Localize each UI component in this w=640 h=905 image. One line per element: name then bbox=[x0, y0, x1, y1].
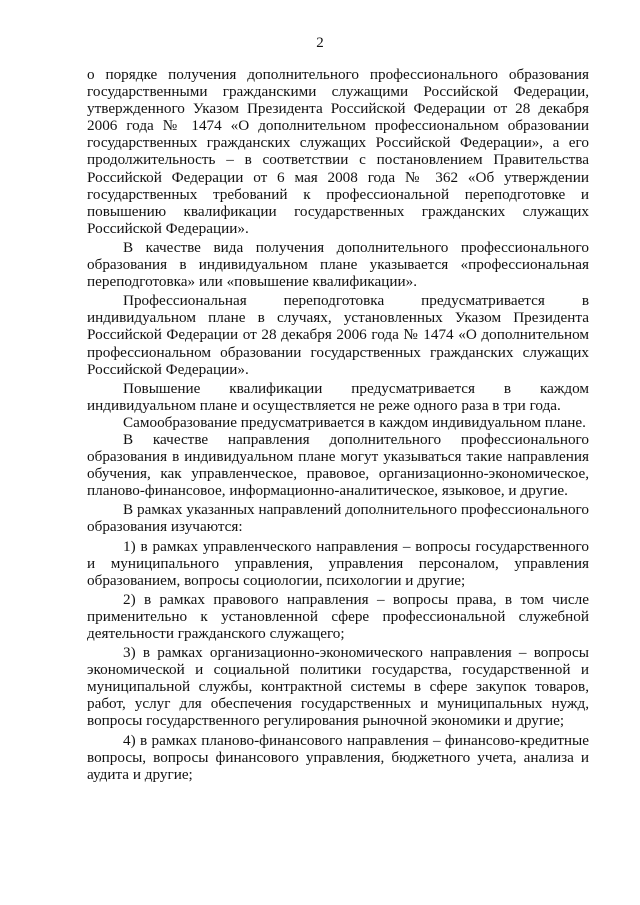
list-item-financial: 4) в рамках планово-финансового направления – финансово-кредитные вопросы, вопросы финансового управления, бюджетного учета, анализа и аудита и другие; bbox=[87, 731, 589, 783]
paragraph-continuation: о порядке получения дополнительного профессионального образования государственными гражданскими служащими Российской Федерации, утвержденного Указом Президента Российской Федерации от 28 декабря 2006 года № 1474 «О дополнительном профессиональном образовании государственных гражданских служащих Российской Федерации», а его продолжительность – в соответствии с постановлением Правительства Российской Федерации от 6 мая 2008 года № 362 «Об утверждении государственных требований к профессиональной переподготовке и повышению квалификации государственных гражданских служащих Российской Федерации». bbox=[87, 66, 589, 237]
paragraph-retraining: Профессиональная переподготовка предусматривается в индивидуальном плане в случаях, установленных Указом Президента Российской Федерации от 28 декабря 2006 года № 1474 «О дополнительном профессиональном образовании государственных гражданских служащих Российской Федерации». bbox=[87, 292, 589, 378]
paragraph-self-education: Самообразование предусматривается в каждом индивидуальном плане. bbox=[123, 413, 586, 431]
list-item-management: 1) в рамках управленческого направления – вопросы государственного и муниципального управления, управления персоналом, управления образованием, вопросы социологии, психологии и другие; bbox=[87, 537, 589, 589]
paragraph-directions: В качестве направления дополнительного профессионального образования в индивидуальном плане могут указываться такие направления обучения, как управленческое, правовое, организационно-экономическое, планово-финансовое, информационно-аналитическое, языковое, и другие. bbox=[87, 430, 589, 500]
paragraph-education-type: В качестве вида получения дополнительного профессионального образования в индивидуальном плане указывается «профессиональная переподготовка» или «повышение квалификации». bbox=[87, 238, 589, 291]
list-item-legal: 2) в рамках правового направления – вопросы права, в том числе применительно к установленной сфере профессиональной служебной деятельности гражданского служащего; bbox=[87, 590, 589, 642]
list-item-economic: 3) в рамках организационно-экономического направления – вопросы экономической и социальной политики государства, государственной и муниципальной службы, контрактной системы в сфере закупок товаров, работ, услуг для обеспечения государственных и муниципальных нужд, вопросы государственного регулирования рыночной экономики и другие; bbox=[87, 644, 589, 730]
paragraph-qualification: Повышение квалификации предусматривается в каждом индивидуальном плане и осуществляется не реже одного раза в три года. bbox=[87, 379, 589, 414]
document-body bbox=[87, 66, 589, 783]
paragraph-topics-intro: В рамках указанных направлений дополнительного профессионального образования изучаются: bbox=[87, 501, 589, 536]
page-number: 2 bbox=[316, 35, 324, 51]
